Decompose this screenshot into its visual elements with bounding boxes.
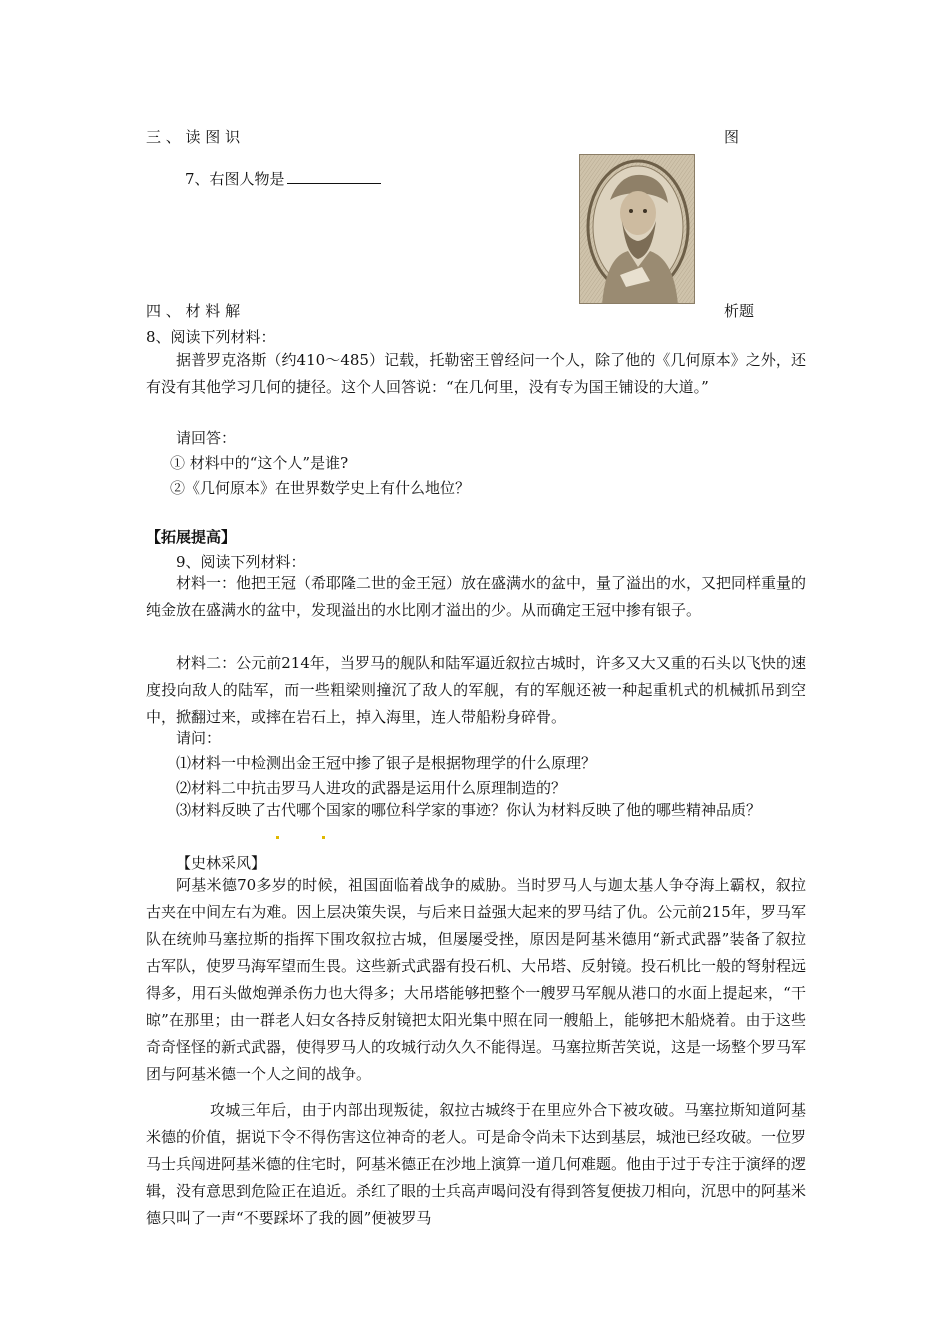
question-8-sub1: ① 材料中的“这个人”是谁? [170, 454, 349, 472]
question-8-sub2: ②《几何原本》在世界数学史上有什么地位？ [170, 479, 471, 497]
portrait-engraving-icon [580, 155, 695, 304]
question-9-ask: 请问： [176, 729, 222, 747]
extension-heading: 【拓展提高】 [146, 528, 237, 546]
question-8-material: 据普罗克洛斯（约410～485）记载，托勒密王曾经问一个人，除了他的《几何原本》之外，还有没有其他学习几何的捷径。这个人回答说：“在几何里，没有专为国王铺设的大道。” [146, 351, 806, 396]
answer-blank[interactable] [287, 169, 381, 184]
portrait-image [579, 154, 695, 304]
question-9-intro: 9、阅读下列材料： [176, 553, 306, 571]
section4-heading: 四 、 材 料 解 [146, 302, 241, 320]
question-8-ask: 请回答： [176, 429, 237, 447]
history-paragraph-2: 攻城三年后，由于内部出现叛徒，叙拉古城终于在里应外合下被攻破。马塞拉斯知道阿基米德的价值，据说下令不得伤害这位神奇的老人。可是命令尚未下达到基层，城池已经攻破。一位罗马士兵闯进阿基米德的住宅时，阿基米德正在沙地上演算一道几何难题。他由于过于专注于演绎的逻辑，没有意思到危险正在追近。杀红了眼的士兵高声喝问没有得到答复便拔刀相向，沉思中的阿基米德只叫了一声“不要踩坏了我的圆”便被罗马 [146, 1101, 807, 1227]
section3-heading: 三 、 读 图 识 [146, 128, 241, 146]
question-9-material1: 材料一：他把王冠（希耶隆二世的金王冠）放在盛满水的盆中，量了溢出的水，又把同样重量的纯金放在盛满水的盆中，发现溢出的水比刚才溢出的少。从而确定王冠中掺有银子。 [146, 574, 807, 619]
question-9-sub2: ⑵材料二中抗击罗马人进攻的武器是运用什么原理制造的？ [176, 779, 567, 797]
section3-heading-tail: 图 [724, 128, 740, 146]
question-7 [185, 169, 381, 189]
question-9-sub1: ⑴材料一中检测出金王冠中掺了银子是根据物理学的什么原理？ [176, 754, 597, 772]
question-9-sub3: ⑶材料反映了古代哪个国家的哪位科学家的事迹？你认为材料反映了他的哪些精神品质？ [176, 801, 762, 819]
question-7-text: 7、右图人物是 [185, 170, 285, 188]
stray-mark [322, 836, 325, 839]
section4-heading-tail: 析题 [724, 302, 755, 320]
history-paragraph-1: 阿基米德70多岁的时候，祖国面临着战争的威胁。当时罗马人与迦太基人争夺海上霸权，叙拉古夹在中间左右为难。因上层决策失误，与后来日益强大起来的罗马结了仇。公元前215年，罗马军队在统帅马塞拉斯的指挥下围攻叙拉古城，但屡屡受挫，原因是阿基米德用“新式武器”装备了叙拉古军队，使罗马海军望而生畏。这些新式武器有投石机、大吊塔、反射镜。投石机比一般的弩射程远得多，用石头做炮弹杀伤力也大得多；大吊塔能够把整个一艘罗马军舰从港口的水面上提起来，“干晾”在那里；由一群老人妇女各持反射镜把太阳光集中照在同一艘船上，能够把木船烧着。由于这些奇奇怪怪的新式武器，使得罗马人的攻城行动久久不能得逞。马塞拉斯苦笑说，这是一场整个罗马军团与阿基米德一个人之间的战争。 [146, 876, 807, 1083]
question-8-intro: 8、阅读下列材料： [146, 328, 276, 346]
stray-mark [276, 836, 279, 839]
question-9-material2: 材料二：公元前214年，当罗马的舰队和陆军逼近叙拉古城时，许多又大又重的石头以飞快的速度投向敌人的陆军，而一些粗梁则撞沉了敌人的军舰，有的军舰还被一种起重机式的机械抓吊到空中，掀翻过来，或摔在岩石上，掉入海里，连人带船粉身碎骨。 [146, 654, 806, 726]
history-heading: 【史林采风】 [176, 854, 267, 872]
